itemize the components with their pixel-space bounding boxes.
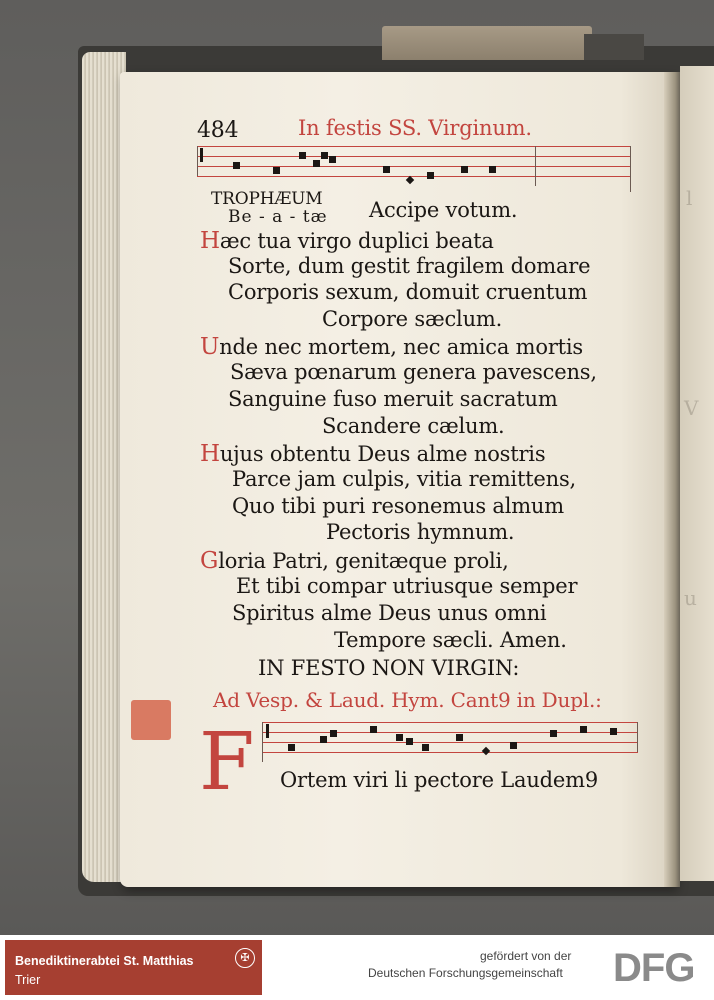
stanza-4-line-2: Et tibi compar utriusque semper — [236, 574, 578, 598]
note — [329, 156, 336, 163]
note — [313, 160, 320, 167]
note — [233, 162, 240, 169]
note — [610, 728, 617, 735]
institution-name: Benediktinerabtei St. Matthias — [15, 954, 194, 968]
note — [427, 172, 434, 179]
section-heading: IN FESTO NON VIRGIN: — [258, 656, 520, 680]
section-subheading: Ad Vesp. & Laud. Hym. Cant9 in Dupl.: — [213, 688, 602, 712]
note — [321, 152, 328, 159]
stanza-4-line-4: Tempore sæcli. Amen. — [334, 628, 567, 652]
incipit-syllables: Be - a - tæ — [228, 207, 328, 227]
facing-page-edge: l V u — [680, 66, 714, 881]
chant-2-text: Ortem viri li pectore Laudem9 — [280, 768, 599, 792]
initial-letter: U — [200, 334, 220, 360]
funding-line-2: Deutschen Forschungsgemeinschaft — [368, 966, 563, 980]
music-staff-2 — [262, 722, 638, 764]
note — [510, 742, 517, 749]
footer-banner — [0, 935, 714, 1000]
book-tab — [382, 26, 592, 60]
stanza-2-line-2: Sæva pœnarum genera pavescens, — [230, 360, 597, 384]
note — [482, 747, 490, 755]
note — [456, 734, 463, 741]
stanza-4-line-3: Spiritus alme Deus unus omni — [232, 601, 547, 625]
note — [406, 176, 414, 184]
note — [406, 738, 413, 745]
stanza-2-line-3: Sanguine fuso meruit sacratum — [228, 387, 558, 411]
note — [461, 166, 468, 173]
dfg-logo[interactable]: DFG — [613, 946, 695, 990]
note — [320, 736, 327, 743]
note — [550, 730, 557, 737]
note — [288, 744, 295, 751]
red-page-marker — [131, 700, 171, 740]
note — [370, 726, 377, 733]
book-gutter — [664, 72, 680, 887]
funding-line-1: gefördert von der — [480, 949, 572, 963]
initial-letter: G — [200, 548, 219, 574]
stanza-1-line-2: Sorte, dum gestit fragilem domare — [228, 254, 591, 278]
institution-city: Trier — [15, 973, 41, 987]
incipit-continuation: Accipe votum. — [369, 198, 518, 222]
note — [422, 744, 429, 751]
note — [489, 166, 496, 173]
institution-panel[interactable] — [5, 940, 262, 995]
clef-icon — [266, 724, 269, 738]
book-tab-shadow — [584, 34, 644, 60]
stanza-2-line-4: Scandere cælum. — [322, 414, 505, 438]
initial-letter: H — [200, 441, 220, 467]
stanza-4-line-1: Gloria Patri, genitæque proli, — [200, 548, 509, 574]
note — [396, 734, 403, 741]
stanza-3-line-1: Hujus obtentu Deus alme nostris — [200, 441, 546, 467]
stanza-3-line-2: Parce jam culpis, vitia remittens, — [232, 467, 577, 491]
stanza-1-line-1: Hæc tua virgo duplici beata — [200, 228, 494, 254]
note — [330, 730, 337, 737]
stanza-3-line-3: Quo tibi puri resonemus almum — [232, 494, 564, 518]
stanza-2-line-1: Unde nec mortem, nec amica mortis — [200, 334, 583, 360]
note — [383, 166, 390, 173]
note — [299, 152, 306, 159]
stanza-3-line-4: Pectoris hymnum. — [326, 520, 515, 544]
clef-icon — [200, 148, 203, 162]
note — [580, 726, 587, 733]
stanza-1-line-3: Corporis sexum, domuit cruentum — [228, 280, 588, 304]
initial-letter: H — [200, 228, 220, 254]
note — [273, 167, 280, 174]
page-title: In festis SS. Virginum. — [298, 116, 532, 140]
decorated-initial: F — [199, 715, 255, 808]
page-number: 484 — [197, 118, 239, 143]
incipit-word: TROPHÆUM — [211, 189, 323, 209]
abbey-logo-icon: ✠ — [235, 948, 255, 968]
stanza-1-line-4: Corpore sæclum. — [322, 307, 503, 331]
music-staff-1 — [197, 146, 631, 192]
